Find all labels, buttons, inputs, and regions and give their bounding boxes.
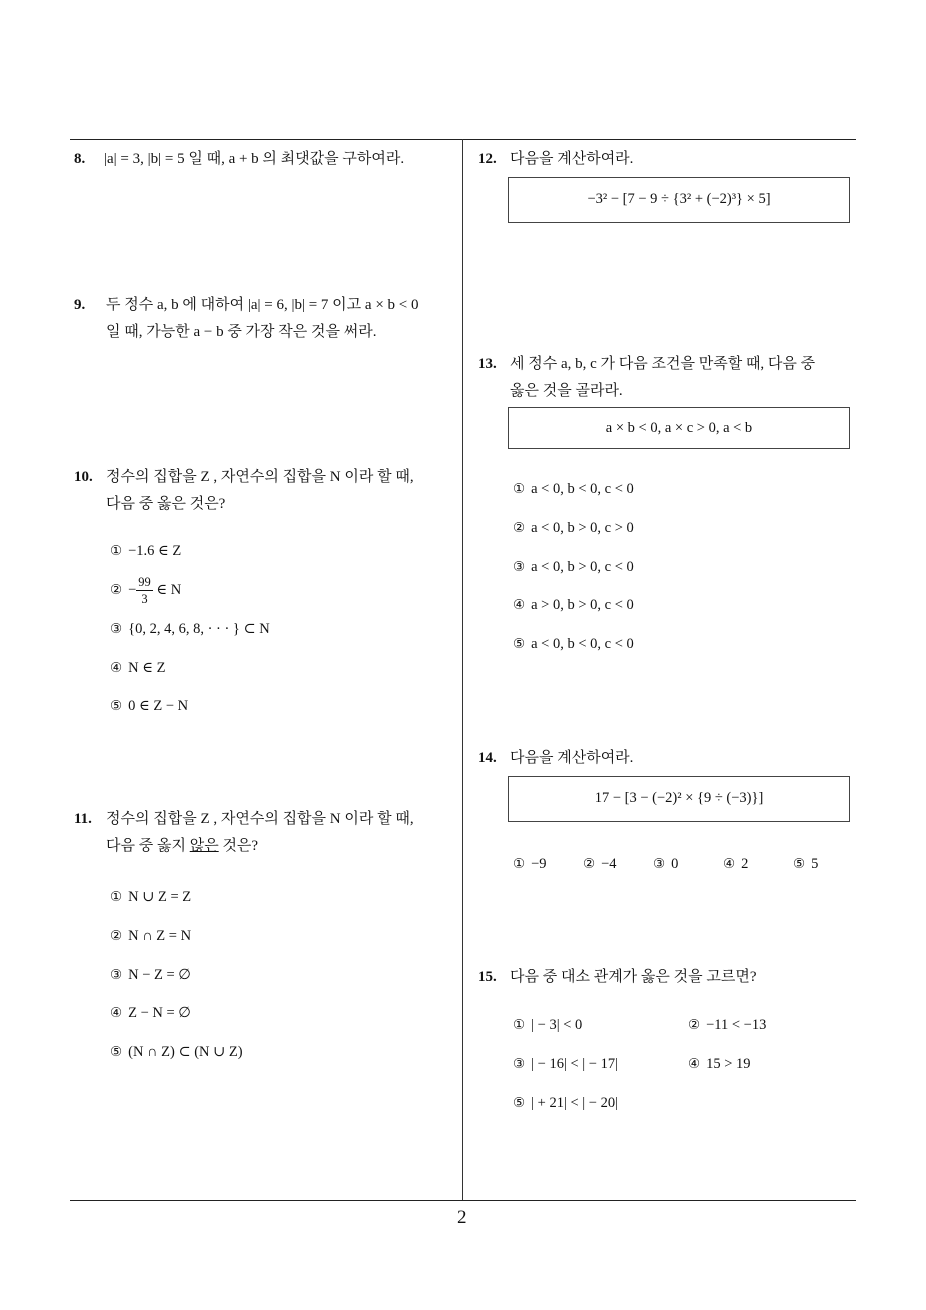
choice-mark: ③ — [513, 1056, 526, 1072]
choice-text: a < 0, b > 0, c > 0 — [531, 520, 634, 536]
choice-text: a < 0, b < 0, c < 0 — [531, 481, 634, 497]
question-15 — [478, 964, 858, 991]
choice-mark: ① — [110, 543, 123, 559]
choice-mark: ④ — [110, 1005, 123, 1021]
choice-text: a < 0, b > 0, c < 0 — [531, 559, 634, 575]
choice-mark: ② — [110, 581, 123, 598]
choice-text: N ∩ Z = N — [128, 928, 192, 944]
choice-mark: ③ — [513, 559, 526, 575]
q11-option-2[interactable] — [110, 928, 191, 945]
choice-mark: ④ — [513, 597, 526, 613]
question-number: 11. — [74, 811, 92, 827]
choice-text: Z − N = ∅ — [128, 1005, 191, 1021]
top-rule — [70, 139, 856, 140]
page-number: 2 — [457, 1207, 467, 1228]
question-text-line2: 다음 중 옳은 것은? — [106, 496, 226, 512]
q14-option-3[interactable] — [653, 856, 678, 873]
choice-text: −1.6 ∈ Z — [128, 543, 182, 559]
fraction-denominator: 3 — [141, 592, 148, 606]
choice-mark: ⑤ — [513, 636, 526, 652]
choice-text: (N ∩ Z) ⊂ (N ∪ Z) — [128, 1044, 243, 1060]
choice-text: | − 3| < 0 — [531, 1017, 583, 1033]
choice-mark: ⑤ — [513, 1095, 526, 1111]
choice-text: −9 — [531, 856, 547, 872]
choice-text: −4 — [601, 856, 617, 872]
fraction-numerator: 99 — [138, 575, 151, 589]
question-text: 다음을 계산하여라. — [510, 750, 634, 766]
q15-option-4[interactable] — [688, 1056, 751, 1073]
choice-text: 0 ∈ Z − N — [128, 698, 189, 714]
question-9 — [74, 292, 460, 346]
choice-mark: ④ — [110, 660, 123, 676]
q13-option-4[interactable] — [513, 597, 634, 614]
question-text: 다음을 계산하여라. — [510, 151, 634, 167]
choice-mark: ② — [583, 856, 596, 872]
question-number: 14. — [478, 750, 497, 766]
question-text-line1: 정수의 집합을 Z , 자연수의 집합을 N 이라 할 때, — [106, 811, 414, 827]
choice-mark: ① — [110, 889, 123, 905]
choice-mark: ③ — [110, 621, 123, 637]
question-text-part: 것은? — [218, 838, 259, 854]
question-text-line1: 세 정수 a, b, c 가 다음 조건을 만족할 때, 다음 중 — [510, 356, 816, 372]
choice-mark: ② — [110, 928, 123, 944]
question-11 — [74, 806, 460, 860]
choice-mark: ① — [513, 481, 526, 497]
question-number: 8. — [74, 151, 86, 167]
choice-text: 0 — [671, 856, 679, 872]
choice-mark: ② — [513, 520, 526, 536]
choice-text: 2 — [741, 856, 749, 872]
q15-option-3[interactable] — [513, 1056, 618, 1073]
q13-option-1[interactable] — [513, 481, 634, 498]
choice-text: | + 21| < | − 20| — [531, 1095, 619, 1111]
condition-box: a × b < 0, a × c > 0, a < b — [508, 407, 850, 449]
choice-text: 15 > 19 — [706, 1056, 751, 1072]
question-text-line2: 옳은 것을 골라라. — [510, 383, 623, 399]
column-divider — [462, 139, 463, 1201]
q10-option-2[interactable] — [110, 574, 181, 607]
q11-option-1[interactable] — [110, 889, 191, 906]
choice-text: N ∪ Z = Z — [128, 889, 192, 905]
q13-option-3[interactable] — [513, 559, 634, 576]
choice-text: | − 16| < | − 17| — [531, 1056, 619, 1072]
q15-option-2[interactable] — [688, 1017, 766, 1034]
q11-option-4[interactable] — [110, 1005, 191, 1022]
choice-text: a > 0, b > 0, c < 0 — [531, 597, 634, 613]
choice-text: N − Z = ∅ — [128, 967, 191, 983]
question-number: 9. — [74, 297, 86, 313]
choice-mark: ④ — [723, 856, 736, 872]
q10-option-3[interactable] — [110, 621, 270, 638]
q14-option-1[interactable] — [513, 856, 547, 873]
question-number: 12. — [478, 151, 497, 167]
expression-box: 17 − [3 − (−2)² × {9 ÷ (−3)}] — [508, 776, 850, 822]
q13-option-5[interactable] — [513, 636, 634, 653]
question-number: 10. — [74, 469, 93, 485]
choice-mark: ⑤ — [110, 698, 123, 714]
choice-text: a < 0, b < 0, c < 0 — [531, 636, 634, 652]
q10-option-5[interactable] — [110, 698, 188, 715]
q10-option-1[interactable] — [110, 543, 181, 560]
question-number: 15. — [478, 969, 497, 985]
question-text-part: 다음 중 옳지 — [106, 838, 190, 854]
choice-text: N ∈ Z — [128, 660, 166, 676]
choice-suffix: ∈ N — [152, 581, 182, 598]
q11-option-3[interactable] — [110, 967, 191, 984]
q13-option-2[interactable] — [513, 520, 634, 537]
choice-text: {0, 2, 4, 6, 8, · · · } ⊂ N — [128, 621, 270, 637]
choice-mark: ④ — [688, 1056, 701, 1072]
choice-mark: ① — [513, 1017, 526, 1033]
question-text: |a| = 3, |b| = 5 일 때, a + b 의 최댓값을 구하여라. — [104, 151, 405, 167]
choice-text: 5 — [811, 856, 819, 872]
question-text-line2: 일 때, 가능한 a − b 중 가장 작은 것을 써라. — [106, 324, 377, 340]
bottom-rule — [70, 1200, 856, 1201]
q14-option-2[interactable] — [583, 856, 617, 873]
question-14 — [478, 745, 858, 772]
question-text-line1: 두 정수 a, b 에 대하여 |a| = 6, |b| = 7 이고 a × b < 0 — [106, 297, 419, 313]
choice-mark: ⑤ — [110, 1044, 123, 1060]
choice-mark: ② — [688, 1017, 701, 1033]
expression-box: −3² − [7 − 9 ÷ {3² + (−2)³} × 5] — [508, 177, 850, 223]
underlined-word: 않은 — [189, 838, 219, 854]
q15-option-5[interactable] — [513, 1095, 618, 1112]
q15-option-1[interactable] — [513, 1017, 582, 1034]
question-12 — [478, 146, 858, 173]
q10-option-4[interactable] — [110, 660, 165, 677]
q11-option-5[interactable] — [110, 1044, 243, 1061]
choice-mark: ③ — [110, 967, 123, 983]
choice-mark: ⑤ — [793, 856, 806, 872]
question-text-line1: 정수의 집합을 Z , 자연수의 집합을 N 이라 할 때, — [106, 469, 414, 485]
question-10 — [74, 464, 460, 518]
choice-prefix: − — [128, 581, 137, 598]
q14-option-4[interactable] — [723, 856, 748, 873]
question-text-line2 — [74, 833, 460, 860]
choice-text: −11 < −13 — [706, 1017, 767, 1033]
question-8 — [74, 146, 458, 173]
q14-option-5[interactable] — [793, 856, 818, 873]
question-13 — [478, 351, 860, 405]
choice-mark: ③ — [653, 856, 666, 872]
question-text: 다음 중 대소 관계가 옳은 것을 고르면? — [510, 969, 757, 985]
choice-mark: ① — [513, 856, 526, 872]
question-number: 13. — [478, 356, 497, 372]
fraction — [136, 574, 153, 607]
